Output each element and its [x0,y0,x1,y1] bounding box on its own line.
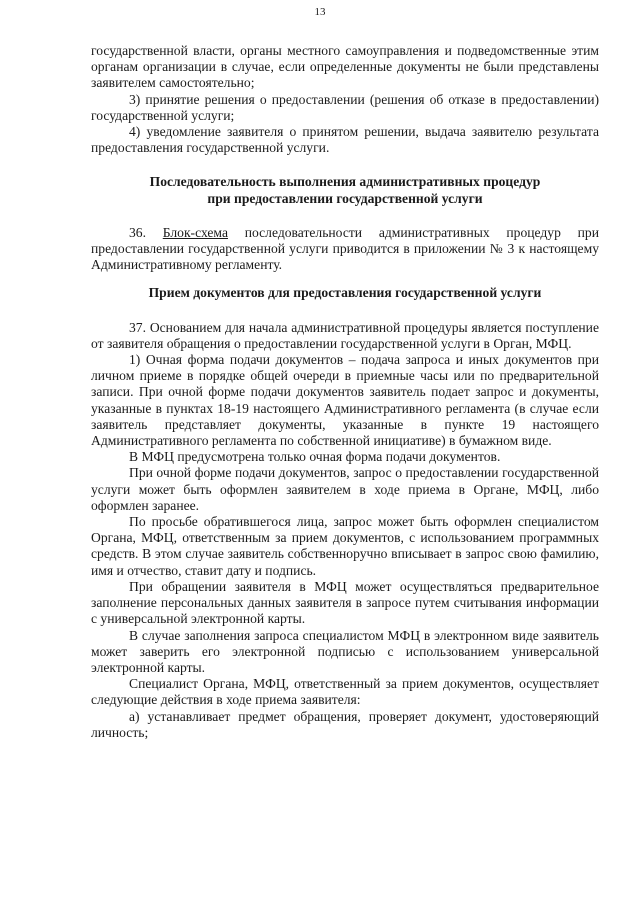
list-item-4: 4) уведомление заявителя о принятом решении, выдача заявителю результата предоставления государственной услуги. [91,124,599,156]
list-item-a: а) устанавливает предмет обращения, проверяет документ, удостоверяющий личность; [91,708,599,740]
paragraph-electronic-signature: В случае заполнения запроса специалистом МФЦ в электронном виде заявитель может заверить его электронной подписью с использованием универсальной электронной карты. [91,627,599,675]
paragraph-specialist-actions: Специалист Органа, МФЦ, ответственный за прием документов, осуществляет следующие действия в ходе приема заявителя: [91,676,599,708]
section-heading-line-1: Последовательность выполнения административных процедур [149,174,541,190]
page-number: 13 [314,6,326,18]
paragraph-specialist-fill: По просьбе обратившегося лица, запрос может быть оформлен специалистом Органа, МФЦ, ответственным за прием документов, с использованием программных средств. В этом случае заявитель собственноручно вписывает в запрос свою фамилию, имя и отчество, ставит дату и подпись. [91,514,599,578]
paragraph-36-text: последовательности административных процедур при предоставлении государственной услуги приводится в приложении № 3 к настоящему Административному регламенту. [91,224,599,273]
paragraph-36 [91,225,599,274]
paragraph-continuation: государственной власти, органы местного самоуправления и подведомственные этим органам организации в случае, если определенные документы не были представлены заявителем самостоятельно; [91,43,599,91]
paragraph-mfc-only: В МФЦ предусмотрена только очная форма подачи документов. [129,449,501,465]
section-heading-document-intake: Прием документов для предоставления государственной услуги [148,285,542,301]
flowchart-link[interactable]: Блок-схема [162,224,228,240]
section-heading-procedures [91,174,599,206]
page-content [91,43,599,741]
section-heading-line-2: при предоставлении государственной услуги [207,190,483,206]
list-item-3: 3) принятие решения о предоставлении (решения об отказе в предоставлении) государственной услуги; [91,91,599,123]
paragraph-request-form: При очной форме подачи документов, запрос о предоставлении государственной услуги может быть оформлен заявителем в ходе приема в Органе, МФЦ, либо оформлен заранее. [91,465,599,513]
paragraph-37: 37. Основанием для начала административной процедуры является поступление от заявителя обращения о предоставлении государственной услуги в Орган, МФЦ. [91,319,599,351]
paragraph-in-person-form: 1) Очная форма подачи документов – подача запроса и иных документов при личном приеме в порядке общей очереди в приемные часы или по предварительной записи. При очной форме подачи документов заявитель подает запрос и документы, указанные в пунктах 18-19 настоящего Административного регламента (в случае если заявитель представляет документы, указанные в пункте 19 настоящего Административного регламента по собственной инициативе) в бумажном виде. [91,352,599,449]
paragraph-36-number: 36. [129,224,163,240]
paragraph-prefill: При обращении заявителя в МФЦ может осуществляться предварительное заполнение персональных данных заявителя в запросе путем считывания информации с универсальной электронной карты. [91,578,599,627]
